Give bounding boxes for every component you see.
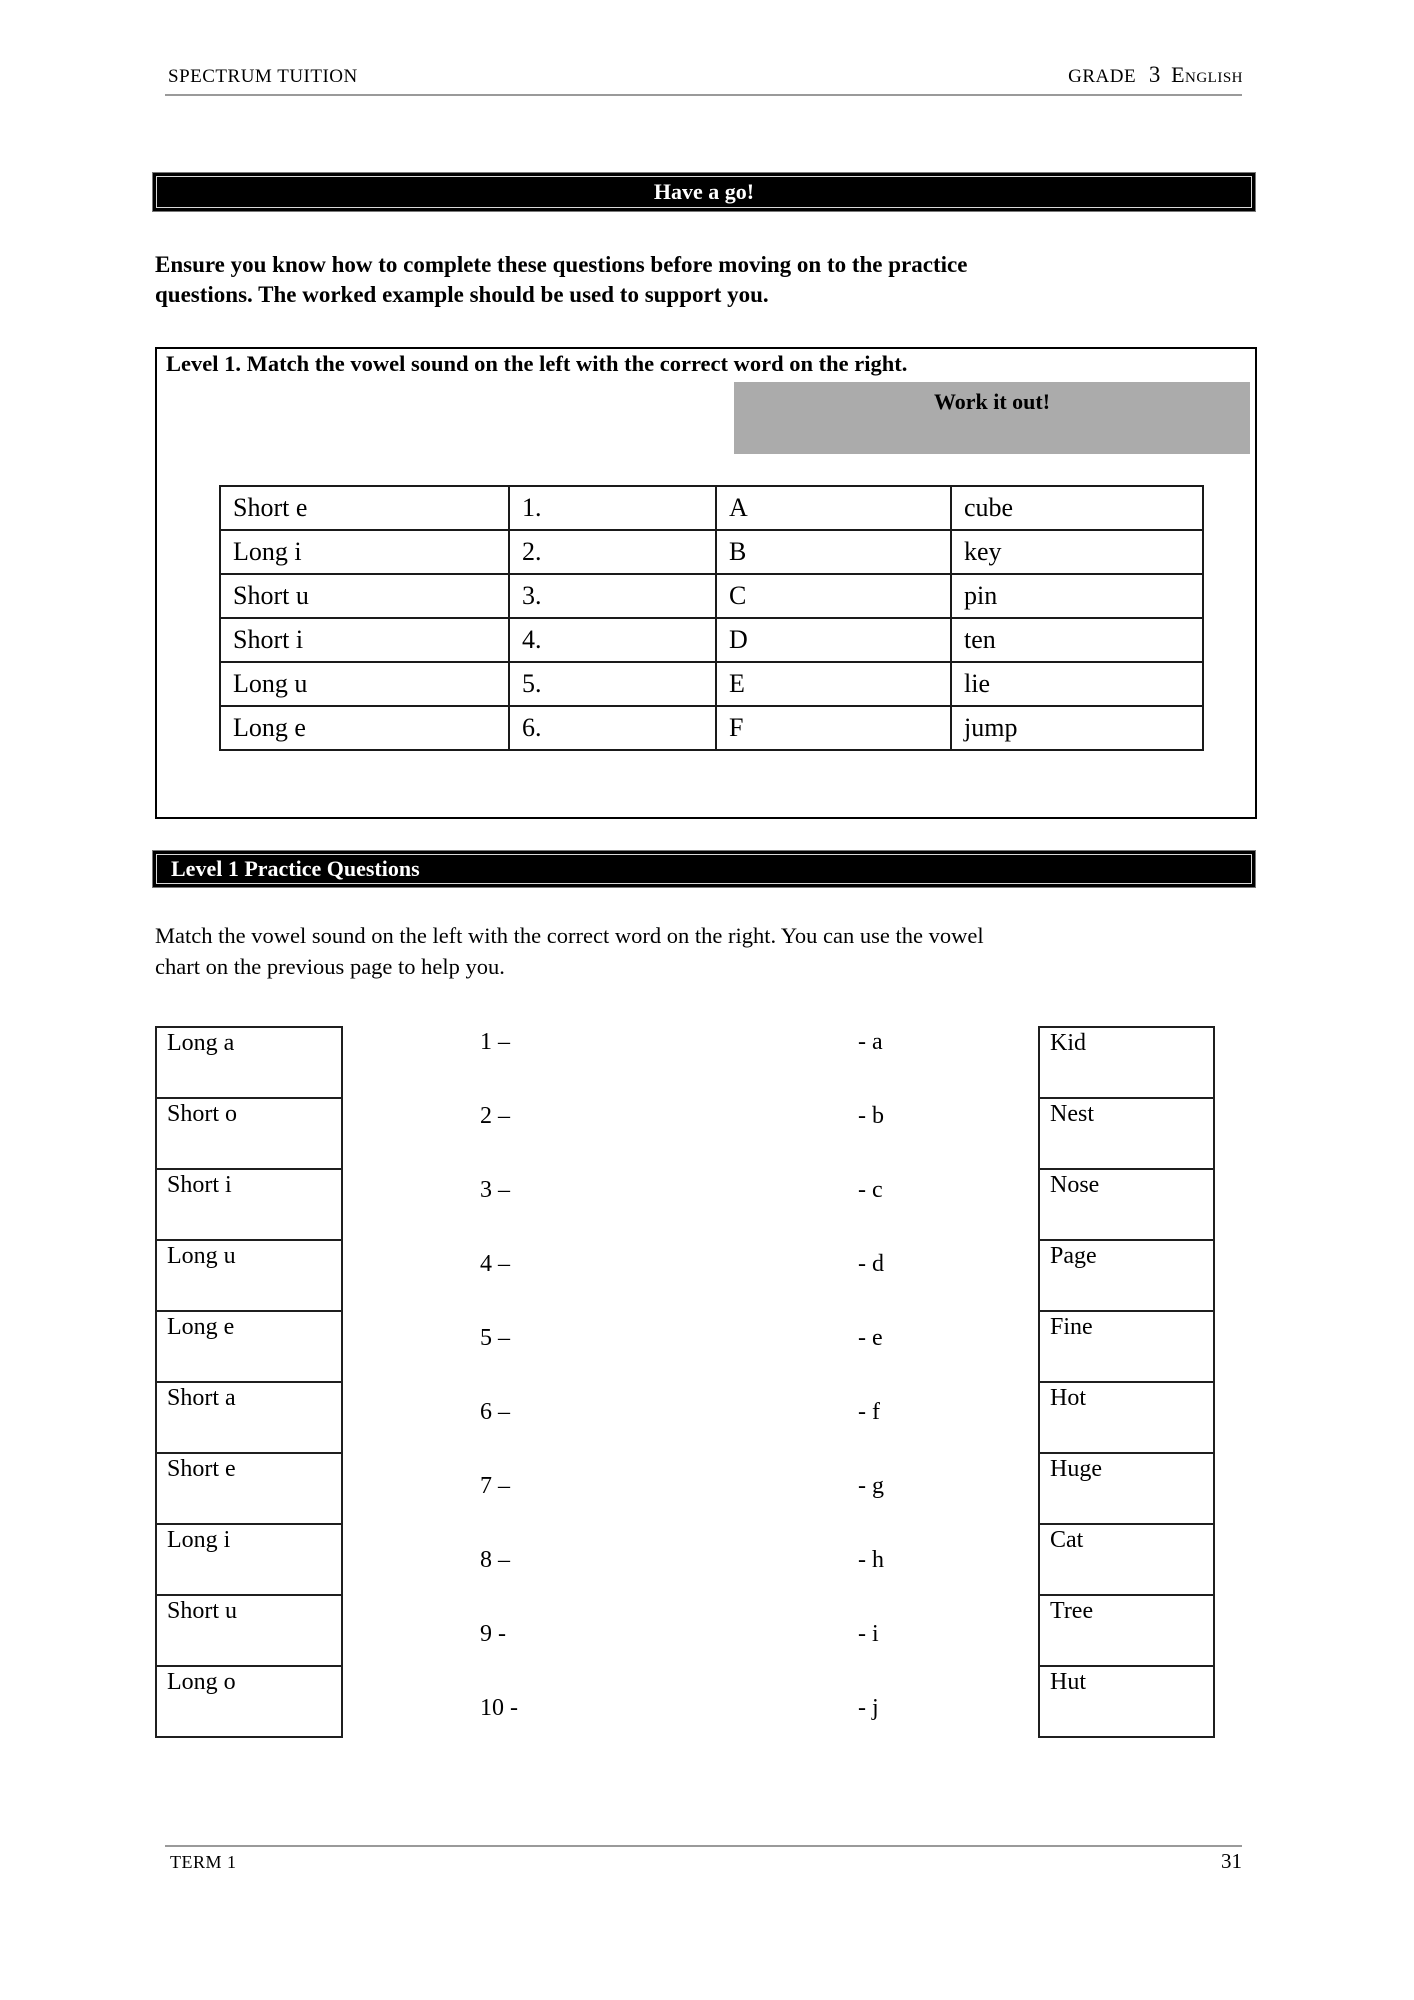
word-box: Hut xyxy=(1038,1665,1215,1738)
table-row xyxy=(220,618,1203,662)
number-column xyxy=(480,1026,518,1766)
have-a-go-banner-label: Have a go! xyxy=(156,176,1252,208)
vowel-sound-cell: Long i xyxy=(220,530,509,574)
number-label: 1 – xyxy=(480,1029,510,1055)
word-cell: key xyxy=(951,530,1203,574)
letter-label: - h xyxy=(858,1547,884,1573)
work-it-out-label: Work it out! xyxy=(933,389,1051,414)
letter-label: - c xyxy=(858,1177,883,1203)
vowel-sound-cell: Long u xyxy=(220,662,509,706)
letter-label: - f xyxy=(858,1399,880,1425)
number-label: 8 – xyxy=(480,1547,510,1573)
worked-example-table xyxy=(219,485,1204,751)
word-box: Fine xyxy=(1038,1310,1215,1383)
page-header xyxy=(168,62,1243,88)
header-rule xyxy=(165,94,1242,96)
number-label: 10 - xyxy=(480,1695,518,1721)
number-cell: 6. xyxy=(509,706,716,750)
word-box: Tree xyxy=(1038,1594,1215,1667)
intro-line-2: questions. The worked example should be used to support you. xyxy=(155,282,769,307)
letter-label: - g xyxy=(858,1473,884,1499)
word-cell: cube xyxy=(951,486,1203,530)
number-cell: 1. xyxy=(509,486,716,530)
vowel-sound-box: Long i xyxy=(155,1523,343,1596)
word-cell: lie xyxy=(951,662,1203,706)
vowel-sound-box: Short i xyxy=(155,1168,343,1241)
word-box: Hot xyxy=(1038,1381,1215,1454)
table-row xyxy=(220,706,1203,750)
letter-cell: E xyxy=(716,662,951,706)
grade-number: 3 xyxy=(1148,62,1161,87)
number-label: 6 – xyxy=(480,1399,510,1425)
table-row xyxy=(220,530,1203,574)
word-box: Nose xyxy=(1038,1168,1215,1241)
vowel-sound-box: Short u xyxy=(155,1594,343,1667)
letter-cell: B xyxy=(716,530,951,574)
vowel-sound-cell: Short e xyxy=(220,486,509,530)
practice-questions-banner-label: Level 1 Practice Questions xyxy=(156,854,1252,884)
word-cell: jump xyxy=(951,706,1203,750)
word-box: Kid xyxy=(1038,1026,1215,1099)
word-box: Huge xyxy=(1038,1452,1215,1525)
letter-cell: F xyxy=(716,706,951,750)
letter-label: - d xyxy=(858,1251,884,1277)
word-box: Cat xyxy=(1038,1523,1215,1596)
worked-example-box xyxy=(155,347,1257,819)
word-box: Page xyxy=(1038,1239,1215,1312)
letter-cell: A xyxy=(716,486,951,530)
instructions-line-1: Match the vowel sound on the left with the correct word on the right. You can use the vowel xyxy=(155,923,984,948)
practice-instructions xyxy=(155,920,1225,982)
intro-line-1: Ensure you know how to complete these questions before moving on to the practice xyxy=(155,252,968,277)
footer-term: TERM 1 xyxy=(170,1852,237,1872)
number-label: 9 - xyxy=(480,1621,506,1647)
number-label: 5 – xyxy=(480,1325,510,1351)
letter-label: - i xyxy=(858,1621,879,1647)
intro-paragraph xyxy=(155,250,1215,310)
vowel-sound-box: Long u xyxy=(155,1239,343,1312)
grade-subject-label xyxy=(1068,62,1243,88)
letter-label: - a xyxy=(858,1029,883,1055)
vowel-sound-box: Long e xyxy=(155,1310,343,1383)
number-label: 7 – xyxy=(480,1473,510,1499)
number-label: 4 – xyxy=(480,1251,510,1277)
word-column xyxy=(1038,1026,1215,1738)
work-it-out-box xyxy=(734,382,1250,454)
worked-example-title: Level 1. Match the vowel sound on the left with the correct word on the right. xyxy=(166,351,908,376)
word-cell: ten xyxy=(951,618,1203,662)
letter-label: - e xyxy=(858,1325,883,1351)
instructions-line-2: chart on the previous page to help you. xyxy=(155,954,505,979)
table-row xyxy=(220,574,1203,618)
number-cell: 4. xyxy=(509,618,716,662)
vowel-sound-cell: Long e xyxy=(220,706,509,750)
number-cell: 3. xyxy=(509,574,716,618)
vowel-sound-box: Short e xyxy=(155,1452,343,1525)
vowel-sound-box: Long a xyxy=(155,1026,343,1099)
letter-cell: C xyxy=(716,574,951,618)
vowel-sound-cell: Short i xyxy=(220,618,509,662)
subject-name: English xyxy=(1171,62,1243,87)
page-number: 31 xyxy=(1221,1849,1242,1873)
grade-word: GRADE xyxy=(1068,66,1137,87)
have-a-go-banner xyxy=(152,172,1256,212)
number-label: 2 – xyxy=(480,1103,510,1129)
word-cell: pin xyxy=(951,574,1203,618)
table-row xyxy=(220,486,1203,530)
vowel-sound-column xyxy=(155,1026,343,1738)
vowel-sound-box: Long o xyxy=(155,1665,343,1738)
letter-label: - b xyxy=(858,1103,884,1129)
number-cell: 5. xyxy=(509,662,716,706)
number-label: 3 – xyxy=(480,1177,510,1203)
number-cell: 2. xyxy=(509,530,716,574)
letter-column xyxy=(858,1026,884,1766)
letter-cell: D xyxy=(716,618,951,662)
practice-matching-area xyxy=(155,1026,1215,1740)
footer-rule xyxy=(165,1845,1242,1847)
word-box: Nest xyxy=(1038,1097,1215,1170)
vowel-sound-box: Short a xyxy=(155,1381,343,1454)
vowel-sound-box: Short o xyxy=(155,1097,343,1170)
school-name: SPECTRUM TUITION xyxy=(168,66,358,87)
vowel-sound-cell: Short u xyxy=(220,574,509,618)
practice-questions-banner xyxy=(152,850,1256,888)
letter-label: - j xyxy=(858,1695,879,1721)
table-row xyxy=(220,662,1203,706)
